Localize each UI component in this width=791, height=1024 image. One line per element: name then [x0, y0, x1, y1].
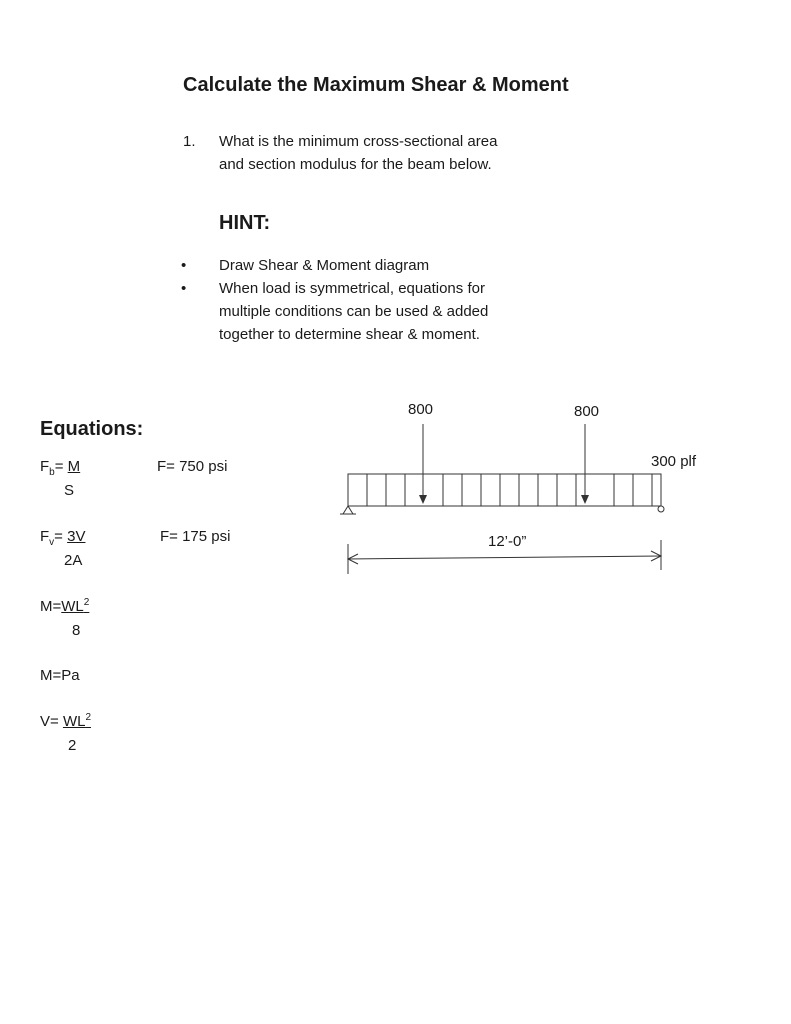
- equations-heading: Equations:: [40, 418, 144, 440]
- page-title: Calculate the Maximum Shear & Moment: [183, 74, 569, 96]
- pin-support-icon: [340, 506, 356, 514]
- hint-item-4: together to determine shear & moment.: [219, 326, 480, 343]
- equation-moment-point: M=Pa: [40, 667, 80, 684]
- hint-item-1: Draw Shear & Moment diagram: [219, 257, 430, 274]
- equation-fv: $F_v= 3V$: [40, 528, 86, 548]
- question-number: 1.: [183, 133, 196, 150]
- equation-fb: $F_b= M$: [40, 458, 81, 478]
- bullet-icon: •: [181, 257, 187, 274]
- beam-diagram: [330, 390, 730, 590]
- equation-moment-uniform-denominator: 8: [72, 622, 81, 639]
- point-load-left-arrow: [419, 424, 427, 504]
- question-line-2: and section modulus for the beam below.: [219, 156, 492, 173]
- hint-heading: HINT:: [219, 212, 271, 234]
- equation-shear: $V= WL^2$: [40, 712, 91, 730]
- distributed-load-label: 300 plf: [651, 453, 697, 470]
- point-load-left-label: 800: [408, 401, 434, 418]
- equation-moment-uniform: $M=WL^2$: [40, 597, 90, 615]
- roller-support-icon: [658, 506, 664, 512]
- equation-fb-denominator: S: [64, 482, 75, 499]
- equation-shear-denominator: 2: [68, 737, 77, 754]
- hint-item-3: multiple conditions can be used & added: [219, 303, 489, 320]
- point-load-right-arrow: [581, 424, 589, 504]
- point-load-right-label: 800: [574, 403, 600, 420]
- allowable-bending-stress: F= 750 psi: [157, 458, 228, 475]
- bullet-icon: •: [181, 280, 187, 297]
- distributed-load-blocks: [348, 474, 661, 506]
- equation-fv-denominator: 2A: [64, 552, 83, 569]
- hint-item-2: When load is symmetrical, equations for: [219, 280, 485, 297]
- question-line-1: What is the minimum cross-sectional area: [219, 133, 498, 150]
- allowable-shear-stress: F= 175 psi: [160, 528, 231, 545]
- span-dimension-label: 12’-0”: [488, 533, 527, 550]
